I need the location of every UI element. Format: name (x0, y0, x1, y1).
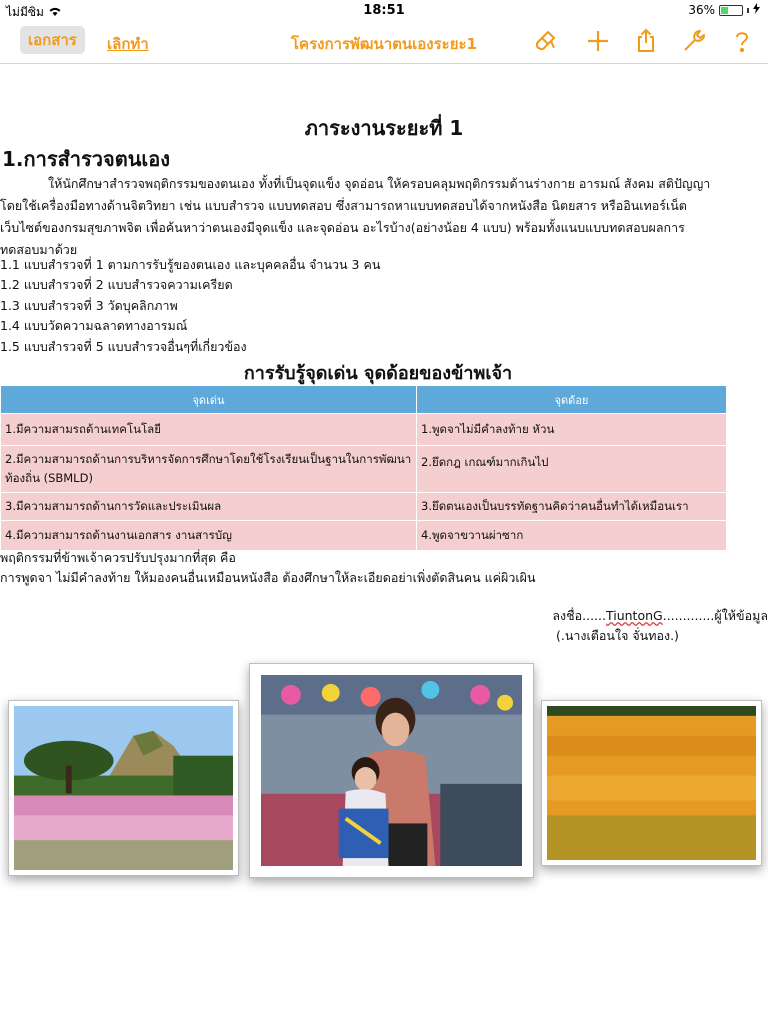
flower-field-image (14, 706, 233, 870)
carrier-label: ไม่มีซิม (6, 5, 44, 19)
behavior-label: พฤติกรรมที่ข้าพเจ้าควรปรับปรุงมากที่สุด คือ (0, 550, 236, 565)
battery-level (721, 7, 728, 14)
status-right (688, 3, 760, 17)
instructions-paragraph (0, 173, 766, 261)
paragraph-line: ทดสอบมาด้วย (0, 242, 78, 257)
paragraph-line: โดยใช้เครื่องมือทางด้านจิตวิทยา เช่น แบบสำรวจ แบบทดสอบ ซึ่งสามารถหาแบบทดสอบได้จากหนังสือ นิตยสาร หรืออินเทอร์เน็ต (0, 198, 687, 213)
paragraph-line: ให้นักศึกษาสำรวจพฤติกรรมของตนเอง ทั้งที่เป็นจุดแข็ง จุดอ่อน ให้ครอบคลุมพฤติกรรมด้านร่างกาย อารมณ์ สังคม สติปัญญา (48, 176, 711, 191)
table-cell[interactable]: 4.พูดจาขวานผ่าซาก (417, 521, 727, 551)
signature-name: TiuntonG (605, 608, 663, 623)
list-item: 1.4 แบบวัดความฉลาดทางอารมณ์ (0, 318, 188, 333)
wrench-icon[interactable] (681, 28, 707, 54)
status-bar (0, 0, 768, 22)
document-title[interactable]: โครงการพัฒนาตนเองระยะ1 (291, 35, 477, 53)
charging-icon (753, 3, 760, 17)
status-time: 18:51 (363, 3, 405, 18)
signer-fullname: (.นางเตือนใจ จั่นทอง.) (556, 628, 679, 643)
table-cell[interactable]: 2.มีความสามารถด้านการบริหารจัดการศึกษาโดยใช้โรงเรียนเป็นฐานในการพัฒนาท้องถิ่น (SBMLD) (1, 446, 417, 493)
plus-icon[interactable] (585, 28, 611, 54)
undo-button[interactable]: เลิกทำ (107, 35, 149, 53)
share-icon[interactable] (633, 28, 659, 54)
column-header-weaknesses: จุดด้อย (417, 386, 727, 414)
table-header-row (1, 386, 727, 414)
list-item: 1.5 แบบสำรวจที่ 5 แบบสำรวจอื่นๆที่เกี่ยวข้อง (0, 339, 247, 354)
signature-suffix: .............ผู้ให้ข้อมูล (662, 608, 768, 623)
table-cell[interactable]: 1.พูดจาไม่มีคำลงท้าย หัวน (417, 414, 727, 446)
photo-mother-and-child[interactable] (249, 663, 534, 878)
photo-orange-flower-field[interactable] (541, 700, 762, 866)
table-row (1, 493, 727, 521)
list-item: 1.2 แบบสำรวจที่ 2 แบบสำรวจความเครียด (0, 277, 233, 292)
table-cell[interactable]: 3.มีความสามารถด้านการวัดและประเมินผล (1, 493, 417, 521)
column-header-strengths: จุดเด่น (1, 386, 417, 414)
toolbar (0, 22, 768, 64)
battery-tip (747, 8, 749, 13)
table-row (1, 446, 727, 493)
document-heading: ภาระงานระยะที่ 1 (304, 116, 464, 140)
table-cell[interactable]: 4.มีความสามารถด้านงานเอกสาร งานสารบัญ (1, 521, 417, 551)
signature-line (552, 606, 768, 626)
photo-pink-flower-field[interactable] (8, 700, 239, 876)
paintbrush-icon[interactable] (533, 28, 559, 54)
section-title: 1.การสำรวจตนเอง (2, 147, 170, 171)
paragraph-line: เว็บไซต์ของกรมสุขภาพจิต เพื่อค้นหาว่าตนเองมีจุดแข็ง และจุดอ่อน อะไรบ้าง(อย่างน้อย 4 แบบ) พร้อมทั้งแนบแบบทดสอบผลการ (0, 220, 685, 235)
documents-button[interactable]: เอกสาร (20, 26, 85, 54)
table-row (1, 521, 727, 551)
strengths-weaknesses-table[interactable] (0, 385, 727, 551)
list-item: 1.3 แบบสำรวจที่ 3 วัดบุคลิกภาพ (0, 298, 178, 313)
table-cell[interactable]: 2.ยึดกฎ เกณฑ์มากเกินไป (417, 446, 727, 493)
mother-child-image (261, 675, 522, 866)
battery-icon (719, 5, 743, 16)
signature-prefix: ลงชื่อ...... (552, 608, 606, 623)
list-item: 1.1 แบบสำรวจที่ 1 ตามการรับรู้ของตนเอง และบุคคลอื่น จำนวน 3 คน (0, 257, 381, 272)
help-icon[interactable] (729, 28, 755, 54)
table-cell[interactable]: 1.มีความสามรถด้านเทคโนโลยี (1, 414, 417, 446)
orange-field-image (547, 706, 756, 860)
table-cell[interactable]: 3.ยึดตนเองเป็นบรรทัดฐานคิดว่าคนอื่นทำได้เหมือนเรา (417, 493, 727, 521)
behavior-text: การพูดจา ไม่มีคำลงท้าย ให้มองคนอื่นเหมือนหนังสือ ต้องศึกษาให้ละเอียดอย่าเพิ่งตัดสินคน แค่ผิวเผิน (0, 570, 536, 585)
table-title: การรับรู้จุดเด่น จุดด้อยของข้าพเจ้า (243, 363, 513, 384)
table-row (1, 414, 727, 446)
battery-percent: 36% (688, 3, 715, 17)
